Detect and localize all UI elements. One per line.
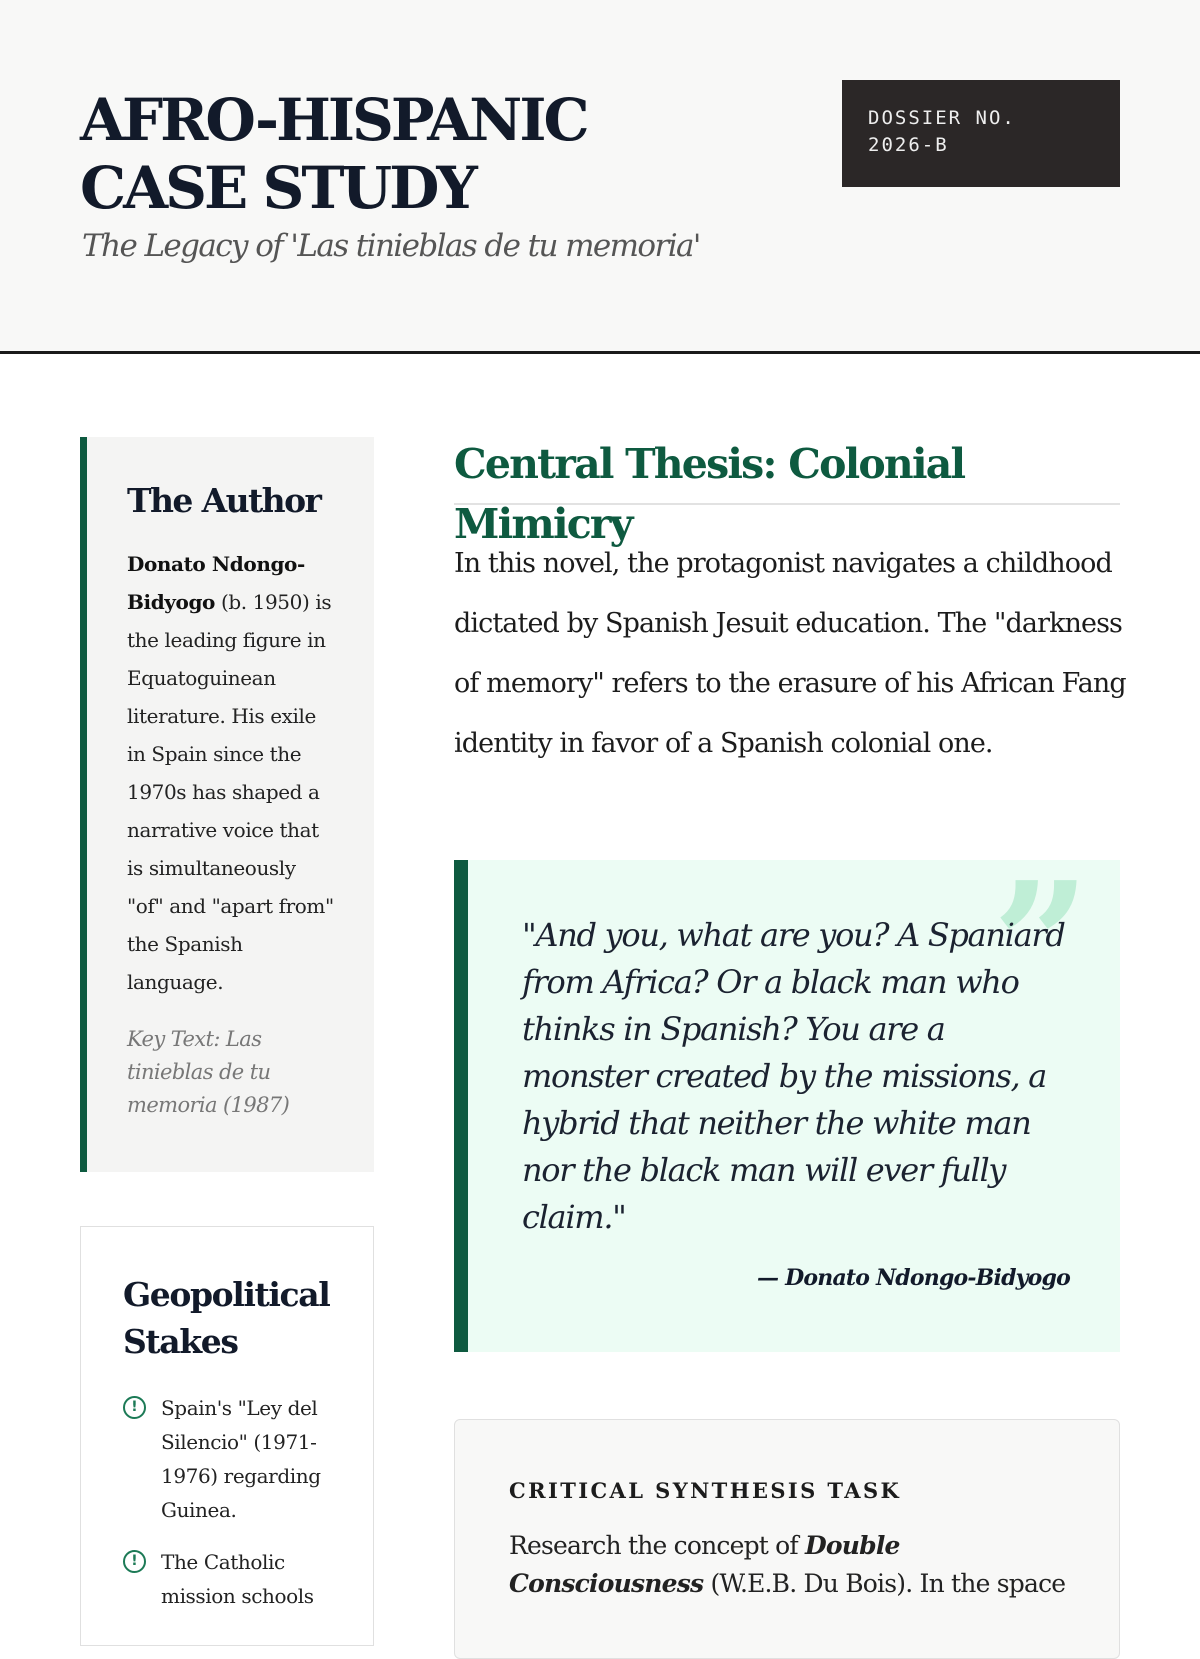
stake-text: Spain's "Ley del Silencio" (1971-1976) regarding Guinea. <box>161 1396 321 1522</box>
exclamation-circle-icon: ! <box>123 1550 146 1573</box>
task-text-after: (W.E.B. Du Bois). In the space <box>703 1569 1066 1598</box>
dossier-badge <box>842 80 1120 187</box>
author-heading: The Author <box>127 481 321 520</box>
task-heading: CRITICAL SYNTHESIS TASK <box>509 1478 902 1503</box>
task-text <box>509 1527 1069 1603</box>
stake-text: The Catholic mission schools <box>161 1550 314 1608</box>
thesis-body: In this novel, the protagonist navigates a childhood dictated by Spanish Jesuit education. The "darkness of memory" refers to the erasure of his African Fang identity in favor of a Spanish colonial one. <box>454 548 1126 759</box>
thesis-title: Central Thesis: Colonial Mimicry <box>454 434 1120 505</box>
page-subtitle: The Legacy of 'Las tinieblas de tu memoria' <box>82 228 700 264</box>
author-key-text: Key Text: Las tinieblas de tu memoria (1987) <box>127 1027 290 1117</box>
stakes-card <box>80 1226 374 1646</box>
synthesis-task-card <box>454 1419 1120 1659</box>
author-card <box>80 437 374 1172</box>
author-bio <box>127 545 334 1001</box>
dossier-number: 2026-B <box>868 134 949 156</box>
list-item <box>123 1545 341 1613</box>
quote-text: "And you, what are you? A Spaniard from Africa? Or a black man who thinks in Spanish? You are a monster created by the missions, a hybrid that neither the white man nor the black man will ever fully claim." <box>522 916 1065 1236</box>
page-header <box>0 0 1200 354</box>
quote-attribution: — Donato Ndongo-Bidyogo <box>757 1265 1070 1291</box>
pull-quote <box>454 845 1120 1352</box>
dossier-label: DOSSIER NO. <box>868 107 1016 129</box>
quote-mark-icon: ” <box>992 845 1090 1045</box>
task-term: Double Consciousness <box>509 1531 900 1598</box>
author-bio-text: (b. 1950) is the leading figure in Equatoguinean literature. His exile in Spain since the 1970s has shaped a narrative voice that is simultaneously "of" and "apart from" the Spanish language. <box>127 590 334 994</box>
task-text-before: Research the concept of <box>509 1531 806 1560</box>
author-name: Donato Ndongo-Bidyogo <box>127 552 305 614</box>
exclamation-circle-icon: ! <box>123 1396 146 1419</box>
page-title: AFRO-HISPANIC CASE STUDY <box>80 86 587 222</box>
stakes-heading: Geopolitical Stakes <box>123 1275 330 1361</box>
list-item <box>123 1391 341 1527</box>
